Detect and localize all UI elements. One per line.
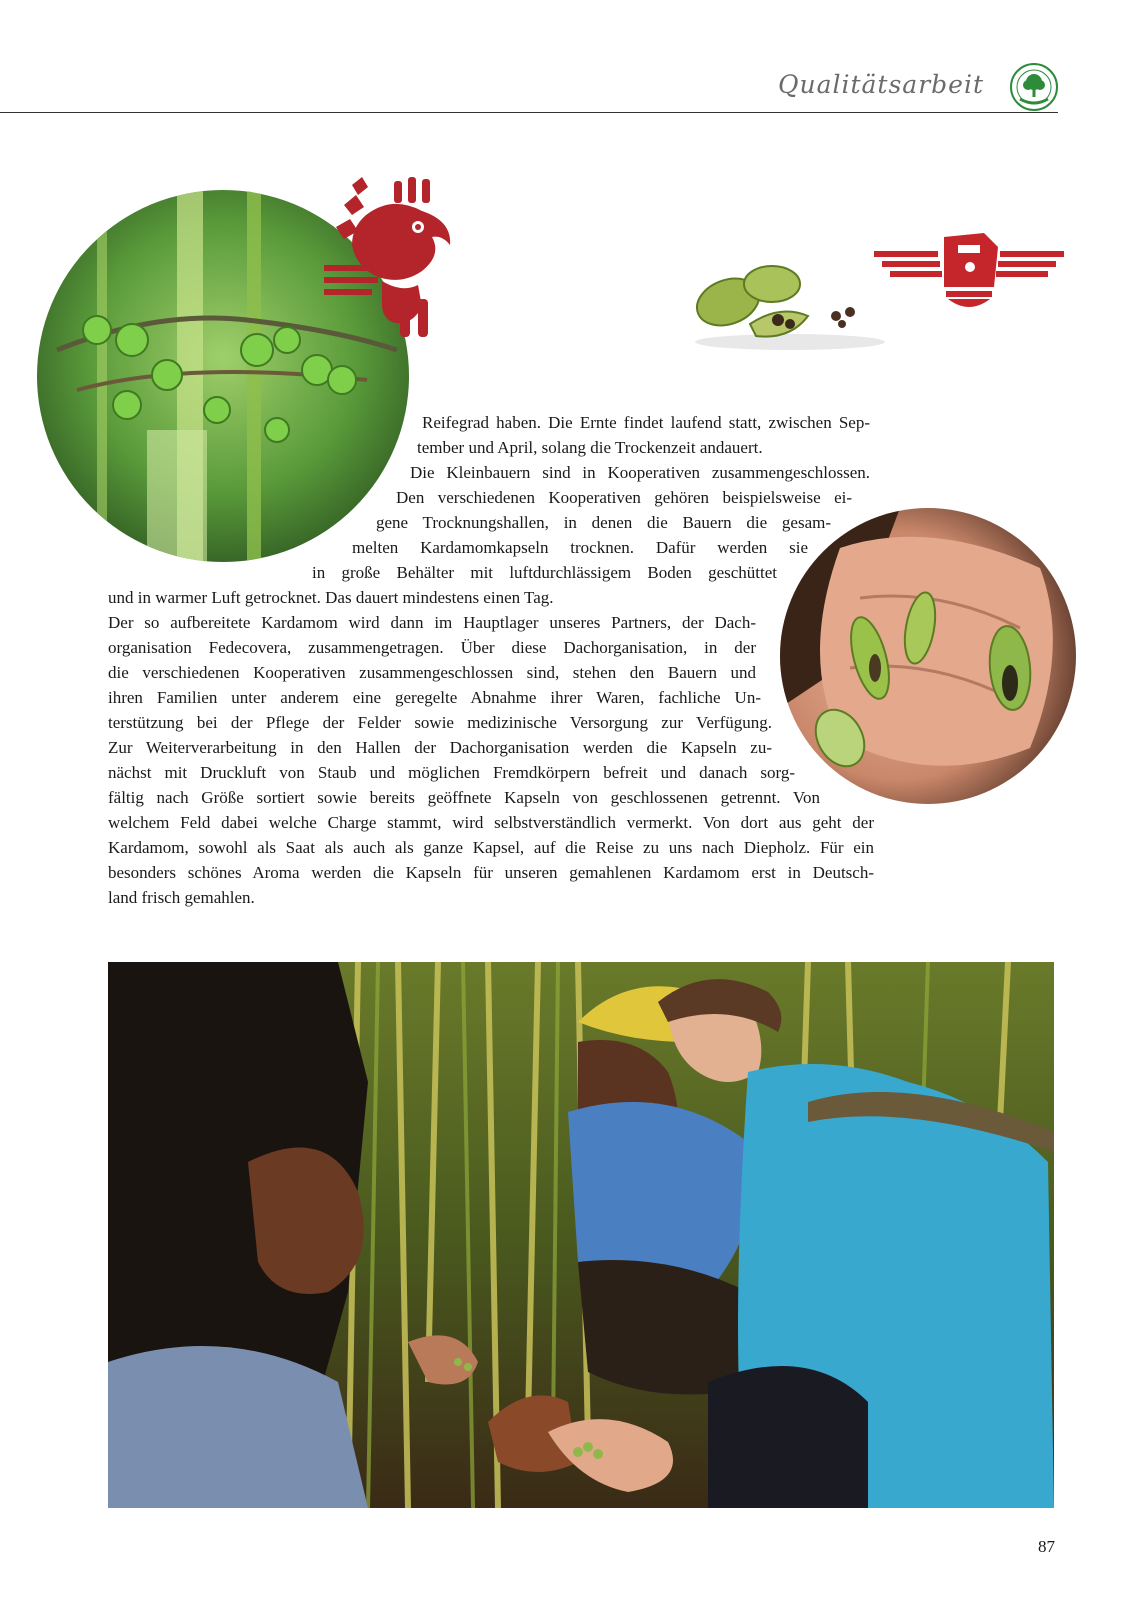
- text-line: land frisch gemahlen.: [108, 888, 255, 907]
- text-line: nächst mit Druckluft von Staub und möglichen Fremdkörpern befreit und danach sorg-: [108, 763, 795, 782]
- text-line: terstützung bei der Pflege der Felder sowie medizinische Versorgung zur Verfügung.: [108, 713, 772, 732]
- text-line: Die Kleinbauern sind in Kooperativen zusammengeschlossen.: [410, 463, 870, 482]
- text-line: ihren Familien unter anderem eine geregelte Abnahme ihrer Waren, fachliche Un-: [108, 688, 761, 707]
- text-line: Den verschiedenen Kooperativen gehören beispielsweise ei-: [396, 488, 852, 507]
- text-line: tember und April, solang die Trockenzeit andauert.: [417, 438, 763, 457]
- text-line: die verschiedenen Kooperativen zusammengeschlossen sind, stehen den Bauern und: [108, 663, 756, 682]
- text-line: melten Kardamomkapseln trocknen. Dafür werden sie: [352, 538, 808, 557]
- text-line: Der so aufbereitete Kardamom wird dann im Hauptlager unseres Partners, der Dach-: [108, 613, 756, 632]
- text-line: gene Trocknungshallen, in denen die Bauern die gesam-: [376, 513, 831, 532]
- text-line: fältig nach Größe sortiert sowie bereits geöffnete Kapseln von geschlossenen getrennt. Von: [108, 788, 820, 807]
- text-line: Reifegrad haben. Die Ernte findet laufend statt, zwischen Sep-: [422, 413, 870, 432]
- text-line: und in warmer Luft getrocknet. Das dauert mindestens einen Tag.: [108, 588, 554, 607]
- text-line: Kardamom, sowohl als Saat als auch als ganze Kapsel, auf die Reise zu uns nach Diepholz. Für ein: [108, 838, 874, 857]
- text-line: in große Behälter mit luftdurchlässigem Boden geschüttet: [312, 563, 777, 582]
- text-line: organisation Fedecovera, zusammengetragen. Über diese Dachorganisation, in der: [108, 638, 756, 657]
- text-line: welchem Feld dabei welche Charge stammt, wird selbstverständlich vermerkt. Von dort aus geht der: [108, 813, 874, 832]
- text-line: besonders schönes Aroma werden die Kapseln für unseren gemahlenen Kardamom erst in Deutsch-: [108, 863, 874, 882]
- page-number: 87: [1038, 1537, 1055, 1556]
- field-inspection-photo: [108, 962, 1054, 1508]
- text-line: Zur Weiterverarbeitung in den Hallen der Dachorganisation werden die Kapseln zu-: [108, 738, 772, 757]
- section-title: Qualitätsarbeit: [777, 70, 984, 99]
